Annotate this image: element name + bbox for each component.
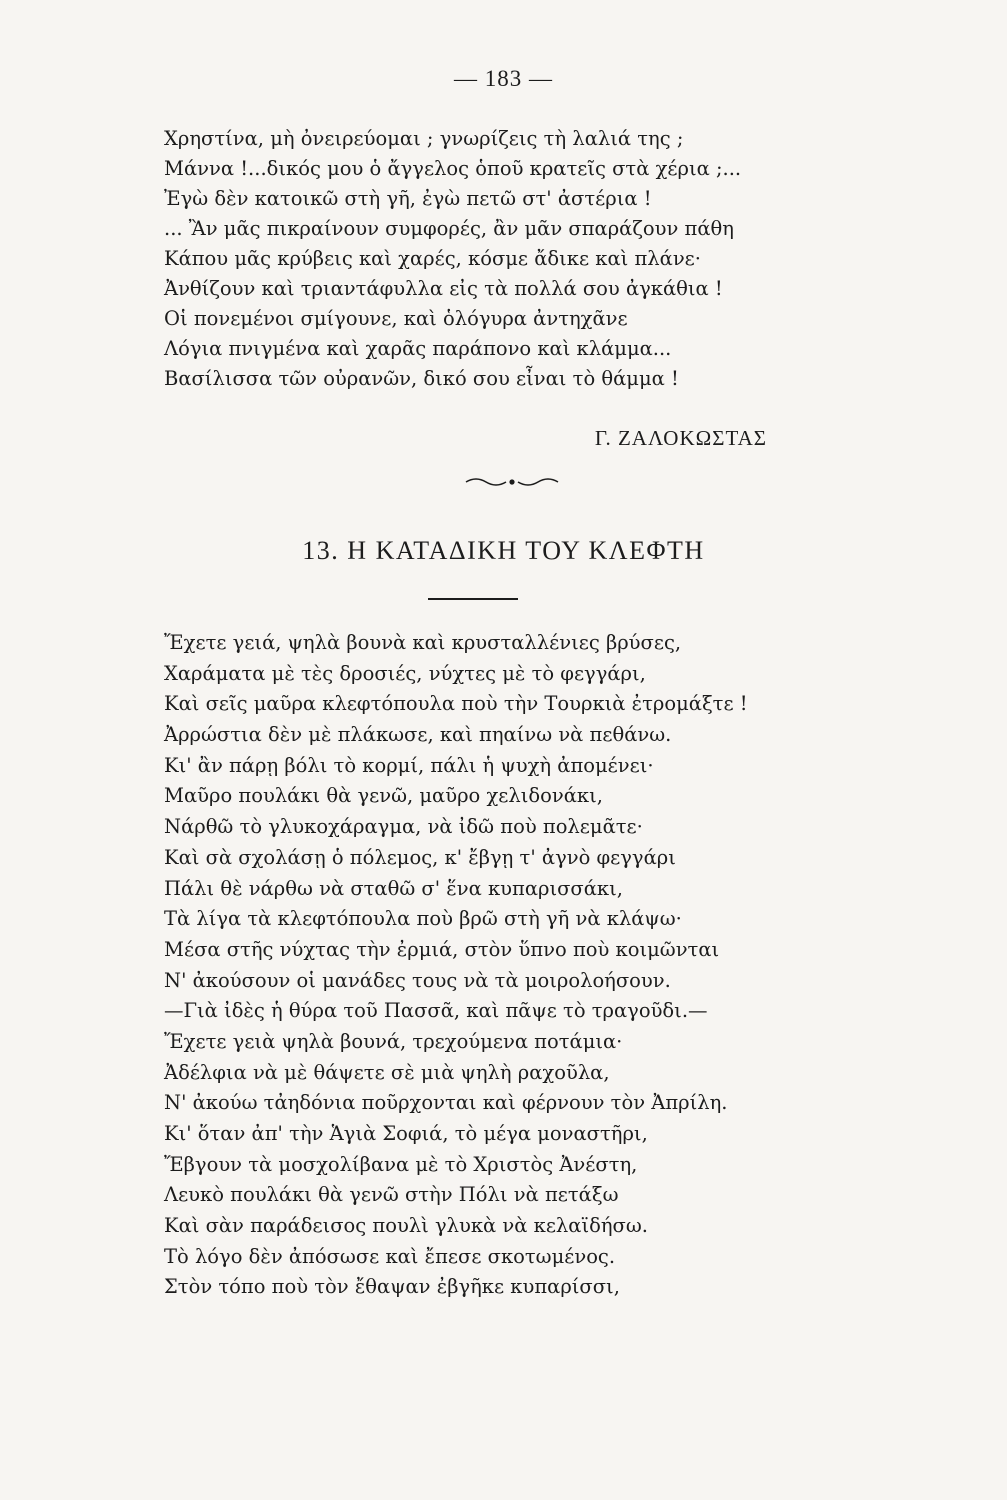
title-underline — [428, 598, 518, 600]
poem-line: Λόγια πνιγμένα καὶ χαρᾶς παράπονο καὶ κλάμμα... — [164, 337, 672, 360]
page-number: — 183 — — [454, 66, 553, 91]
poem-line: Οἱ πονεμένοι σμίγουνε, καὶ ὁλόγυρα ἀντηχᾶνε — [164, 307, 628, 330]
poem-line: Μέσα στῆς νύχτας τὴν ἐρμιά, στὸν ὕπνο ποὺ κοιμῶνται — [164, 937, 720, 961]
poem-line: Πάλι θὲ νάρθω νὰ σταθῶ σ' ἕνα κυπαρισσάκι, — [164, 876, 623, 900]
poem-line: —Γιὰ ἰδὲς ἡ θύρα τοῦ Πασσᾶ, καὶ πᾶψε τὸ τραγοῦδι.— — [164, 999, 708, 1023]
ornament-divider — [462, 474, 562, 490]
section-title: 13. Η ΚΑΤΑΔΙΚΗ ΤΟΥ ΚΛΕΦΤΗ — [302, 536, 705, 565]
poem-line: Κι' ἂν πάρῃ βόλι τὸ κορμί, πάλι ἡ ψυχὴ ἀπομένει· — [164, 753, 654, 777]
poem-line: Μαῦρο πουλάκι θὰ γενῶ, μαῦρο χελιδονάκι, — [164, 784, 603, 808]
poem-line: Ἔχετε γειά, ψηλὰ βουνὰ καὶ κρυσταλλένιες βρύσες, — [164, 631, 682, 654]
poem-line: Μάννα !...δικός μου ὁ ἄγγελος ὁποῦ κρατεῖς στὰ χέρια ;... — [164, 157, 742, 180]
poem-line: Ἀδέλφια νὰ μὲ θάψετε σὲ μιὰ ψηλὴ ραχοῦλα, — [164, 1060, 610, 1084]
poem-line: Τὰ λίγα τὰ κλεφτόπουλα ποὺ βρῶ στὴ γῆ νὰ κλάψω· — [164, 907, 682, 931]
poem-line: Ν' ἀκούσουν οἱ μανάδες τους νὰ τὰ μοιρολοήσουν. — [164, 968, 671, 992]
poem-line: Ἐγὼ δὲν κατοικῶ στὴ γῆ, ἐγὼ πετῶ στ' ἀστέρια ! — [164, 187, 652, 210]
poem-line: Ἀρρώστια δὲν μὲ πλάκωσε, καὶ πηαίνω νὰ πεθάνω. — [164, 723, 672, 747]
poem-line: Κάπου μᾶς κρύβεις καὶ χαρές, κόσμε ἄδικε καὶ πλάνε· — [164, 247, 701, 270]
poem-line: Χαράματα μὲ τὲς δροσιές, νύχτες μὲ τὸ φεγγάρι, — [164, 661, 646, 685]
poem-main — [164, 628, 748, 1303]
poem-line: Βασίλισσα τῶν οὐρανῶν, δικό σου εἶναι τὸ θάμμα ! — [164, 367, 679, 390]
author-signature: Γ. ΖΑΛΟΚΩΣΤΑΣ — [594, 426, 767, 450]
poem-line: Χρηστίνα, μὴ ὀνειρεύομαι ; γνωρίζεις τὴ λαλιά της ; — [164, 127, 684, 150]
poem-line: Καὶ σὰν παράδεισος πουλὶ γλυκὰ νὰ κελαϊδήσω. — [164, 1214, 648, 1238]
poem-line: Ἀνθίζουν καὶ τριαντάφυλλα εἰς τὰ πολλά σου ἀγκάθια ! — [164, 277, 723, 300]
poem-line: Κι' ὅταν ἀπ' τὴν Ἁγιὰ Σοφιά, τὸ μέγα μοναστῆρι, — [164, 1122, 648, 1145]
poem-line: Ν' ἀκούω τἀηδόνια ποῦρχονται καὶ φέρνουν τὸν Ἀπρίλη. — [164, 1091, 728, 1115]
poem-previous-ending — [164, 124, 741, 394]
poem-line: Λευκὸ πουλάκι θὰ γενῶ στὴν Πόλι νὰ πετάξω — [164, 1183, 619, 1207]
poem-line: Στὸν τόπο ποὺ τὸν ἔθαψαν ἐβγῆκε κυπαρίσσι, — [164, 1275, 620, 1299]
poem-line: Ἔβγουν τὰ μοσχολίβανα μὲ τὸ Χριστὸς Ἀνέστη, — [164, 1152, 638, 1176]
poem-line: ... Ἂν μᾶς πικραίνουν συμφορές, ἂν μᾶν σπαράζουν πάθη — [164, 217, 734, 240]
poem-line: Νάρθῶ τὸ γλυκοχάραγμα, νὰ ἰδῶ ποὺ πολεμᾶτε· — [164, 815, 643, 839]
poem-line: Τὸ λόγο δὲν ἀπόσωσε καὶ ἔπεσε σκοτωμένος. — [164, 1244, 616, 1268]
poem-line: Ἔχετε γειὰ ψηλὰ βουνά, τρεχούμενα ποτάμια· — [164, 1029, 623, 1053]
poem-line: Καὶ σεῖς μαῦρα κλεφτόπουλα ποὺ τὴν Τουρκιὰ ἐτρομάξτε ! — [164, 692, 748, 716]
poem-line: Καὶ σὰ σχολάσῃ ὁ πόλεμος, κ' ἔβγῃ τ' ἀγνὸ φεγγάρι — [164, 845, 676, 869]
